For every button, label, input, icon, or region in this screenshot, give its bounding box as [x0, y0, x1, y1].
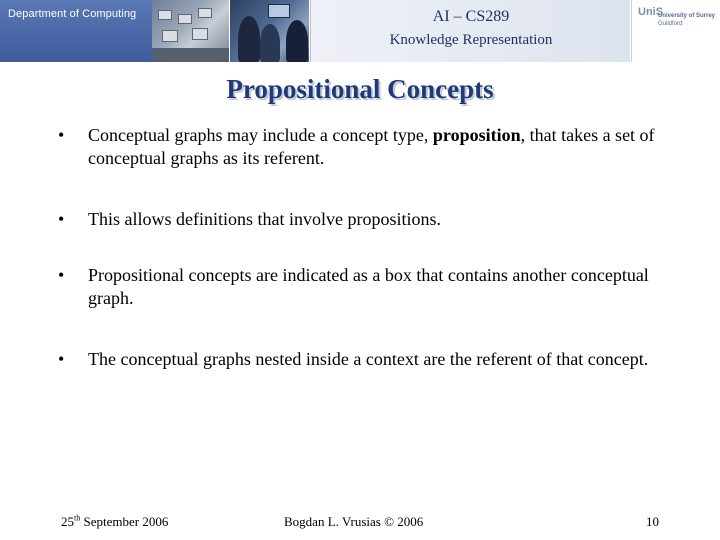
university-city: Guildford: [658, 21, 683, 27]
lab-photo: [152, 0, 230, 62]
bullet-marker: •: [58, 265, 65, 285]
bullet-marker: •: [58, 125, 65, 145]
bullet-text: Propositional concepts are indicated as a box that contains another conceptual graph.: [88, 265, 649, 308]
bullet-marker: •: [58, 209, 65, 229]
university-name: University of Surrey: [658, 13, 716, 19]
department-name: Department of Computing: [8, 8, 137, 20]
bullet-marker: •: [58, 349, 65, 369]
bullet-text: The conceptual graphs nested inside a context are the referent of that concept.: [88, 349, 649, 369]
course-code: AI – CS289: [432, 8, 510, 25]
university-logo: [631, 0, 720, 62]
unis-logo-text: UniS: [638, 6, 664, 18]
bullet-text: Conceptual graphs may include a concept type, proposition, that takes a set of conceptual graphs as its referent.: [88, 125, 655, 168]
bold-term: proposition: [432, 125, 521, 145]
slide-title: Propositional Concepts: [226, 74, 494, 104]
course-title-box: [310, 0, 630, 62]
page-number: 10: [646, 514, 659, 529]
students-photo: [230, 0, 310, 62]
slide-header: [0, 0, 720, 62]
department-banner: [0, 0, 152, 62]
bullet-text: This allows definitions that involve propositions.: [88, 209, 441, 229]
footer-date: 25th September 2006: [61, 513, 169, 529]
footer-author: Bogdan L. Vrusias © 2006: [284, 514, 424, 529]
course-name: Knowledge Representation: [389, 32, 553, 48]
